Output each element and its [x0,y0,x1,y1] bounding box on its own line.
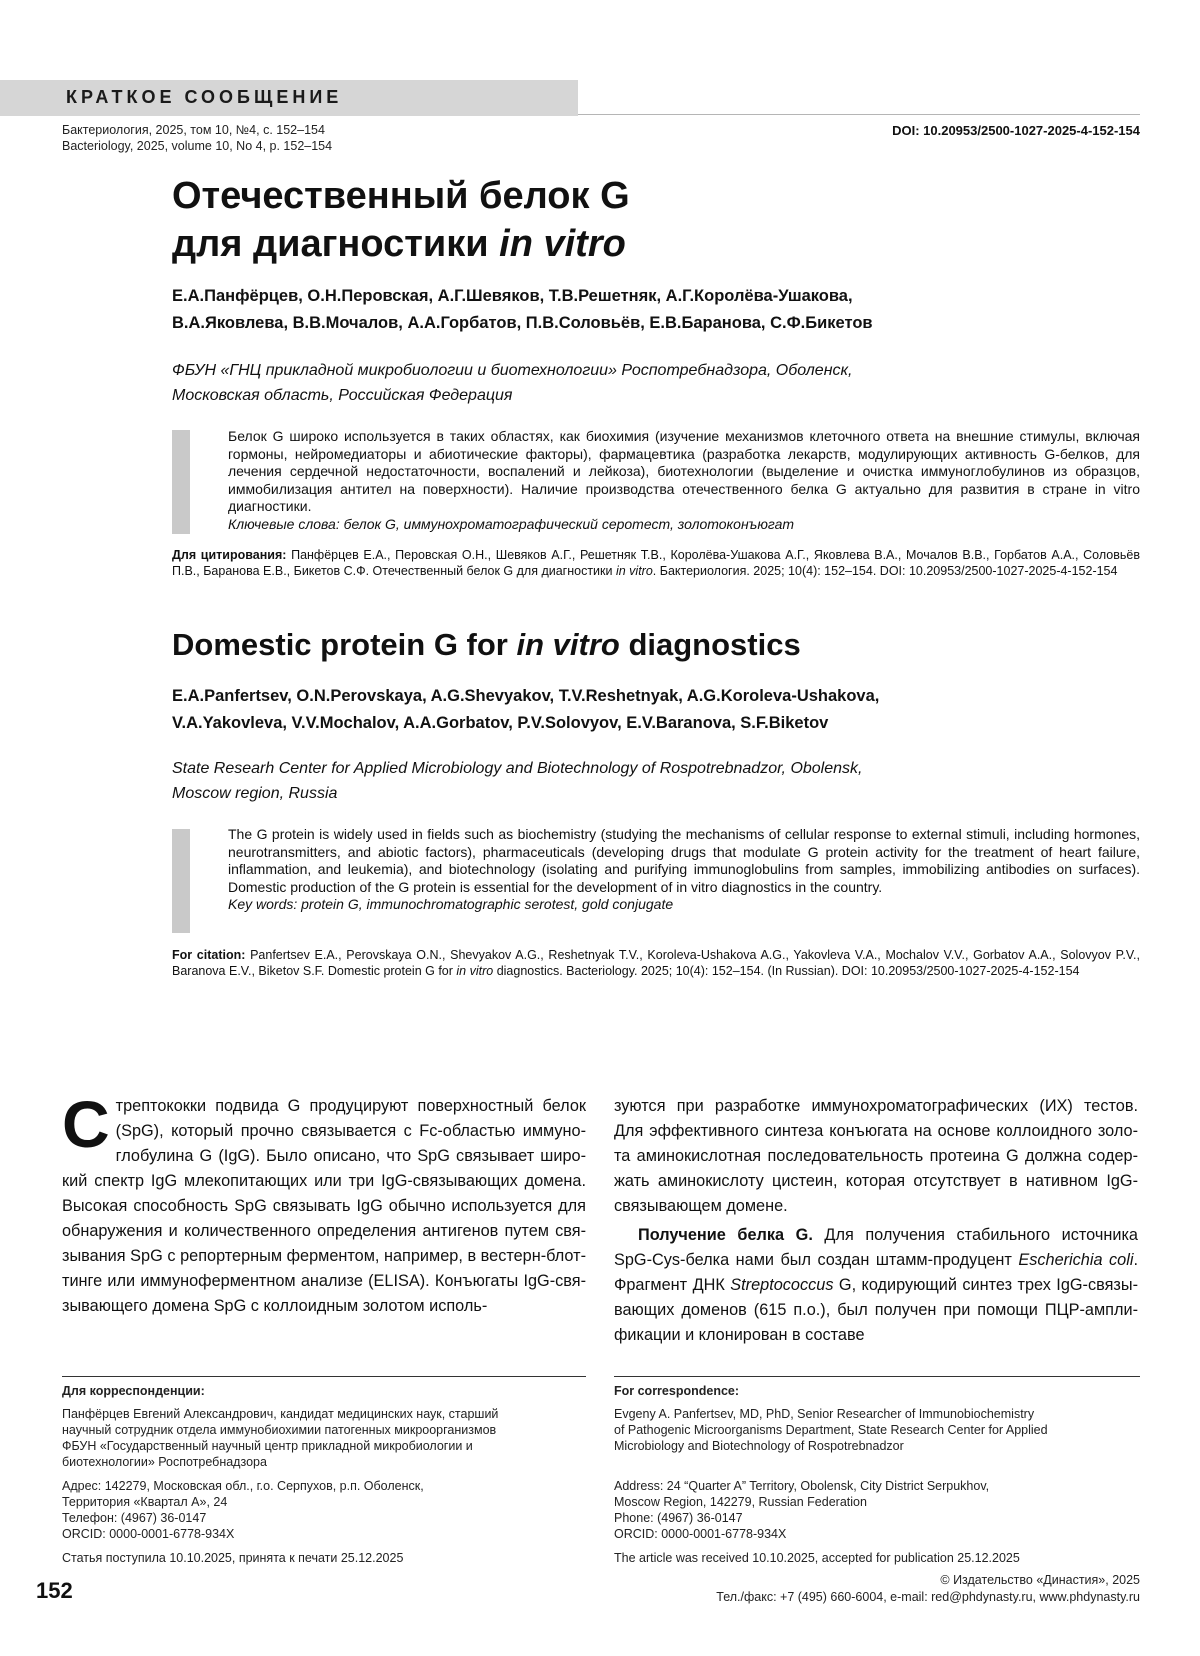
correspondence-ru-orcid[interactable]: ORCID: 0000-0001-6778-934X [62,1527,235,1541]
correspondence-en-line1: Evgeny A. Panfertsev, MD, PhD, Senior Researcher of Immunobiochemistry [614,1407,1035,1421]
correspondence-ru [62,1383,586,1566]
citation-en-text-b: diagnostics. Bacteriology. 2025; 10(4): 152–154. (In Russian). DOI: 10.20953/2500-1027-2025-4-152-154 [493,964,1080,978]
correspondence-en-heading: For correspondence: [614,1384,740,1398]
citation-en-italic: in vitro [456,964,494,978]
body-right-p2-italic1: Escherichia coli [1018,1251,1134,1269]
citation-ru-text-b: . Бактериология. 2025; 10(4): 152–154. DOI: 10.20953/2500-1027-2025-4-152-154 [652,564,1118,578]
correspondence-ru-received: Статья поступила 10.10.2025, принята к печати 25.12.2025 [62,1551,404,1565]
abstract-ru-bar [172,430,190,534]
body-right-p2 [614,1223,1138,1348]
correspondence-en [614,1383,1140,1566]
title-en-text-a: Domestic protein G for [172,627,517,662]
correspondence-ru-line3: ФБУН «Государственный научный центр прикладной микробиологии и [62,1439,473,1453]
correspondence-ru-line1: Панфёрцев Евгений Александрович, кандидат медицинских наук, старший [62,1407,499,1421]
doi[interactable]: DOI: 10.20953/2500-1027-2025-4-152-154 [892,123,1140,138]
affiliation-ru-line1: ФБУН «ГНЦ прикладной микробиологии и биотехнологии» Роспотребнадзора, Оболенск, [172,362,853,379]
keywords-en: Key words: protein G, immunochromatographic serotest, gold conjugate [228,896,674,912]
abstract-en-bar [172,829,190,933]
title-ru-line2-text: для диагностики [172,223,500,265]
correspondence-ru-contacts [62,1478,586,1542]
body-right-p2-c: G, кодирующий синтез трех IgG-связывающих доменов (615 п.о.), был получен при помощи ПЦР-амплификации и клонирован в составе [614,1276,1138,1344]
journal-info [62,122,332,154]
abstract-ru [228,428,1140,533]
publisher-contacts[interactable]: Тел./факс: +7 (495) 660-6004, e-mail: red@phdynasty.ru, www.phdynasty.ru [716,1590,1140,1604]
publisher-copyright: © Издательство «Династия», 2025 [940,1573,1140,1587]
header-rule [578,114,1140,115]
keywords-ru: Ключевые слова: белок G, иммунохроматографический серотест, золотоконъюгат [228,515,795,532]
publisher-info [716,1572,1140,1606]
section-label-bar [0,80,578,116]
abstract-en-text: The G protein is widely used in fields such as biochemistry (studying the mechanisms of cellular response to external stimuli, including hormones, neurotransmitters, and abiotic factors), pharmaceuticals (developing drugs that modulate G protein activity for the treatment of heart failure, inflammation, and leukemia), and biotechnology (isolating and purifying immunoglobulins from samples, immobilizing antibodies on surfaces). Domestic production of the G protein is essential for the development of in vitro diagnostics in the country. [228,826,1140,895]
body-left-text: трептококки подвида G продуцируют поверхностный белок (SpG), который прочно связывается с Fc-областью иммуноглобулина G (IgG). Было описано, что SpG связывает широкий спектр IgG млекопитающих или три IgG-связывающих домена. Высокая способность SpG связывать IgG обычно используется для обнаружения и количественного определения антигенов путем связывания SpG с репортерным ферментом, например, в вестерн-блоттинге или иммуноферментном анализе (ELISA). Конъюгаты IgG-связывающего домена SpG с коллоидным золотом исполь- [62,1097,586,1315]
correspondence-en-addr1: Address: 24 “Quarter A” Territory, Obolensk, City District Serpukhov, [614,1479,990,1493]
authors-en-line2: V.A.Yakovleva, V.V.Mochalov, A.A.Gorbatov, P.V.Solovyov, E.V.Baranova, S.F.Biketov [172,714,829,732]
authors-ru-line2: В.А.Яковлева, В.В.Мочалов, А.А.Горбатов, П.В.Соловьёв, Е.В.Баранова, С.Ф.Бикетов [172,314,873,332]
citation-ru [172,547,1140,579]
abstract-en [228,826,1140,914]
correspondence-en-received: The article was received 10.10.2025, accepted for publication 25.12.2025 [614,1551,1020,1565]
citation-ru-label: Для цитирования: [172,548,287,562]
title-en-italic: in vitro [516,627,620,662]
affiliation-en [172,756,1132,806]
page-number: 152 [36,1578,73,1603]
correspondence-en-line2: of Pathogenic Microorganisms Department, State Research Center for Applied [614,1423,1048,1437]
journal-en: Bacteriology, 2025, volume 10, No 4, p. 152–154 [62,139,333,153]
correspondence-en-contacts [614,1478,1140,1542]
authors-ru [172,283,1132,337]
correspondence-ru-phone: Телефон: (4967) 36-0147 [62,1511,207,1525]
title-en-text-b: diagnostics [619,627,801,662]
citation-en-text-a: Panfertsev E.A., Perovskaya O.N., Shevyakov A.G., Reshetnyak T.V., Koroleva-Ushakova A.G., Yakovleva V.A., Mochalov V.V., Gorbatov A.A., Solovyov P.V., Baranova E.V., Biketov S.F. Domestic protein G for [172,948,1140,978]
affiliation-en-line1: State Researh Center for Applied Microbiology and Biotechnology of Rospotrebnadzor, Obolensk, [172,760,863,777]
citation-ru-italic: in vitro [615,564,653,578]
journal-ru: Бактериология, 2025, том 10, №4, с. 152–154 [62,123,325,137]
correspondence-en-line3: Microbiology and Biotechnology of Rospotrebnadzor [614,1439,904,1453]
body-right-p2-b: . Фрагмент ДНК [614,1251,1138,1294]
correspondence-en-phone: Phone: (4967) 36-0147 [614,1511,743,1525]
body-left-column [62,1087,586,1319]
body-right-column [614,1094,1138,1348]
dropcap: С [62,1087,110,1161]
body-right-p2-a: Для получения стабильного источника SpG-Cys-белка нами был создан штамм-продуцент [614,1226,1138,1269]
correspondence-ru-addr2: Территория «Квартал А», 24 [62,1495,228,1509]
citation-en-label: For citation: [172,948,246,962]
abstract-ru-text: Белок G широко используется в таких областях, как биохимия (изучение механизмов клеточного ответа на внешние стимулы, включая гормоны, нейромедиаторы и абиотические факторы), фармацевтика (разработка лекарств, модулирующих активность G-белков, для лечения сердечной недостаточности, воспалений и лейкоза), биотехнологии (выделение и очистка иммуноглобулинов из образцов, иммобилизация антител на поверхности). Наличие производства отечественного белка G актуально для развития в стране in vitro диагностики. [228,428,1140,514]
correspondence-ru-name [62,1406,586,1470]
subheading-protein: Получение белка G. [638,1226,813,1244]
correspondence-ru-rule [62,1376,586,1377]
citation-en [172,947,1140,979]
correspondence-en-addr2: Moscow Region, 142279, Russian Federation [614,1495,867,1509]
affiliation-en-line2: Moscow region, Russia [172,785,338,802]
title-ru-line2-italic: in vitro [499,223,626,265]
correspondence-en-rule [614,1376,1140,1377]
correspondence-ru-addr1: Адрес: 142279, Московская обл., г.о. Серпухов, р.п. Оболенск, [62,1479,424,1493]
authors-ru-line1: Е.А.Панфёрцев, О.Н.Перовская, А.Г.Шевяков, Т.В.Решетняк, А.Г.Королёва-Ушакова, [172,287,853,305]
correspondence-ru-line4: биотехнологии» Роспотребнадзора [62,1455,267,1469]
page-title-ru [172,172,630,268]
authors-en [172,683,1132,737]
title-ru-line2 [172,220,630,268]
page-title-en [172,626,801,664]
correspondence-en-name [614,1406,1140,1454]
affiliation-ru-line2: Московская область, Российская Федерация [172,387,513,404]
correspondence-ru-line2: научный сотрудник отдела иммунобиохимии патогенных микроорганизмов [62,1423,497,1437]
title-ru-line1: Отечественный белок G [172,175,630,217]
correspondence-en-orcid[interactable]: ORCID: 0000-0001-6778-934X [614,1527,787,1541]
affiliation-ru [172,358,1132,408]
body-right-p1: зуются при разработке иммунохроматографических (ИХ) тестов. Для эффективного синтеза конъюгата на основе коллоидного золота аминокислотная последовательность протеина G должна содержать аминокислоту цистеин, которая отсутствует в нативном IgG-связывающем домене. [614,1097,1138,1215]
correspondence-ru-heading: Для корреспонденции: [62,1384,205,1398]
citation-ru-text-a: Панфёрцев Е.А., Перовская О.Н., Шевяков А.Г., Решетняк Т.В., Королёва-Ушакова А.Г., Яковлева В.А., Мочалов В.В., Горбатов А.А., Соловьёв П.В., Баранова Е.В., Бикетов С.Ф. Отечественный белок G для диагностики [172,548,1140,578]
section-label: КРАТКОЕ СООБЩЕНИЕ [66,87,343,107]
authors-en-line1: E.A.Panfertsev, O.N.Perovskaya, A.G.Shevyakov, T.V.Reshetnyak, A.G.Koroleva-Ushakova, [172,687,880,705]
body-right-p2-italic2: Streptococcus [730,1276,834,1294]
